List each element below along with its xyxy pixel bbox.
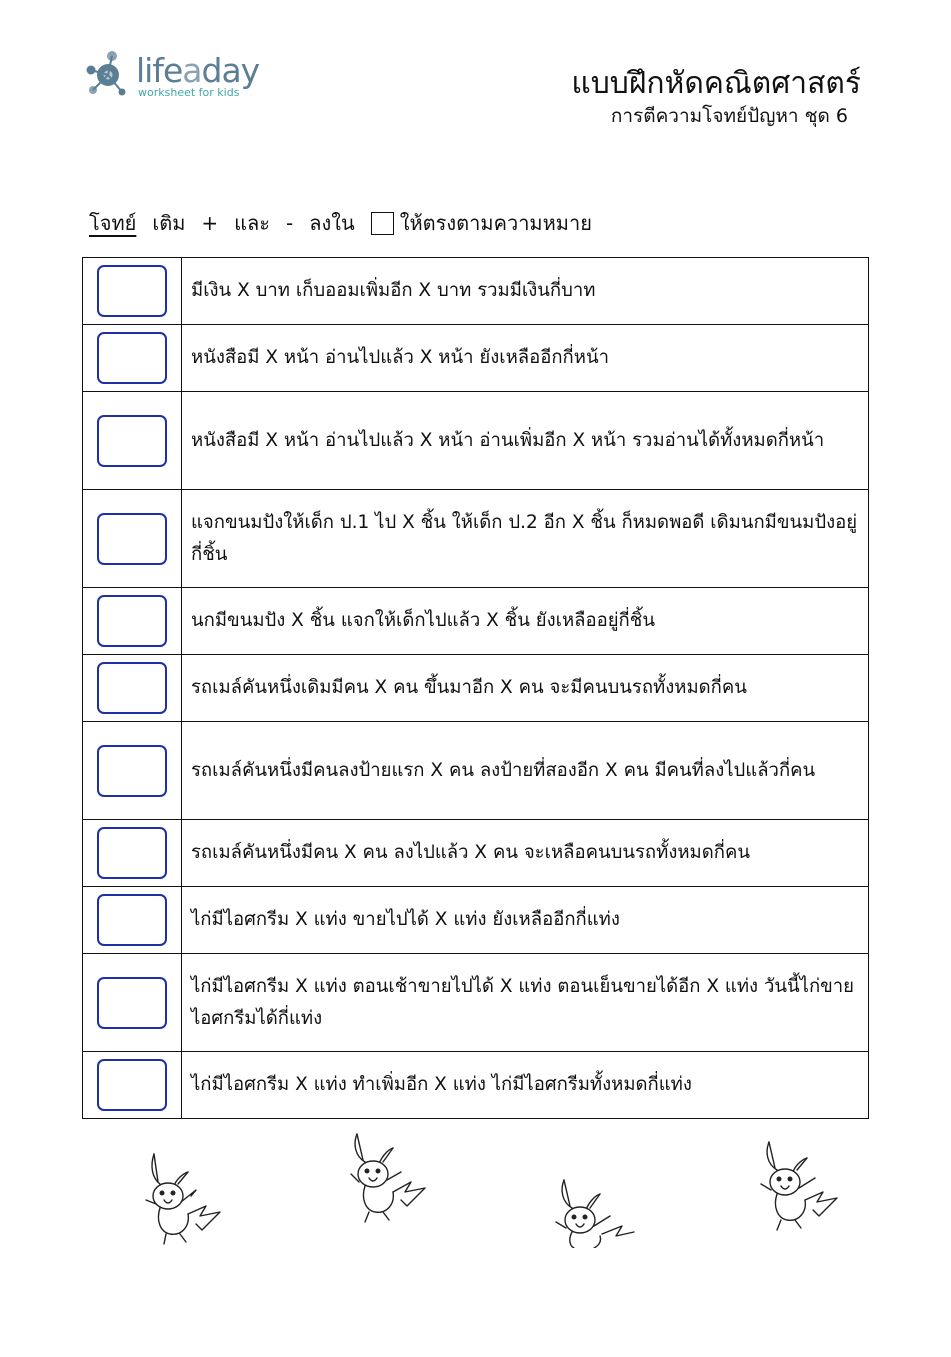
- problem-text: ไก่มีไอศกรีม X แท่ง ทำเพิ่มอีก X แท่ง ไก่มีไอศกรีมทั้งหมดกี่แท่ง: [182, 1052, 869, 1119]
- problem-text: รถเมล์คันหนึ่งมีคนลงป้ายแรก X คน ลงป้ายที่สองอีก X คน มีคนที่ลงไปแล้วกี่คน: [182, 722, 869, 820]
- empty-box-icon: [371, 212, 394, 235]
- answer-box[interactable]: [97, 332, 167, 384]
- answer-cell: [83, 954, 182, 1052]
- logo: [84, 50, 274, 106]
- answer-cell: [83, 258, 182, 325]
- answer-cell: [83, 1052, 182, 1119]
- answer-box[interactable]: [97, 894, 167, 946]
- problem-text: รถเมล์คันหนึ่งมีคน X คน ลงไปแล้ว X คน จะเหลือคนบนรถทั้งหมดกี่คน: [182, 820, 869, 887]
- answer-box[interactable]: [97, 513, 167, 565]
- pikachu-illustration-icon: [343, 1130, 438, 1228]
- pikachu-illustration-icon: [136, 1150, 231, 1248]
- problem-row: [83, 588, 869, 655]
- problem-text: หนังสือมี X หน้า อ่านไปแล้ว X หน้า อ่านเพิ่มอีก X หน้า รวมอ่านได้ทั้งหมดกี่หน้า: [182, 392, 869, 490]
- problem-text: รถเมล์คันหนึ่งเดิมมีคน X คน ขึ้นมาอีก X คน จะมีคนบนรถทั้งหมดกี่คน: [182, 655, 869, 722]
- instruction-into: ลงใน: [309, 211, 355, 235]
- logo-word-part1: life: [136, 51, 183, 90]
- pikachu-illustration-icon: [755, 1138, 850, 1236]
- instruction-rest: ให้ตรงตามความหมาย: [399, 211, 592, 235]
- answer-cell: [83, 655, 182, 722]
- answer-box[interactable]: [97, 662, 167, 714]
- problem-row: [83, 325, 869, 392]
- problem-row: [83, 1052, 869, 1119]
- answer-box[interactable]: [97, 595, 167, 647]
- answer-cell: [83, 490, 182, 588]
- logo-tagline: worksheet for kids: [138, 86, 240, 99]
- answer-box[interactable]: [97, 415, 167, 467]
- problem-text: ไก่มีไอศกรีม X แท่ง ขายไปได้ X แท่ง ยังเหลืออีกกี่แท่ง: [182, 887, 869, 954]
- problem-row: [83, 722, 869, 820]
- problem-text: มีเงิน X บาท เก็บออมเพิ่มอีก X บาท รวมมีเงินกี่บาท: [182, 258, 869, 325]
- logo-word-part3: day: [201, 51, 260, 90]
- answer-box[interactable]: [97, 827, 167, 879]
- problem-row: [83, 490, 869, 588]
- answer-cell: [83, 887, 182, 954]
- answer-cell: [83, 588, 182, 655]
- instruction-minus: -: [286, 211, 294, 235]
- answer-box[interactable]: [97, 1059, 167, 1111]
- problem-row: [83, 954, 869, 1052]
- instruction-and: และ: [234, 211, 271, 235]
- page-title: แบบฝึกหัดคณิตศาสตร์: [571, 66, 861, 101]
- instruction-word-fill: เติม: [152, 211, 186, 235]
- problem-text: แจกขนมปังให้เด็ก ป.1 ไป X ชิ้น ให้เด็ก ป.2 อีก X ชิ้น ก็หมดพอดี เดิมนกมีขนมปังอยู่กี่ชิ้น: [182, 490, 869, 588]
- instruction-label: โจทย์: [89, 211, 137, 235]
- worksheet-table: [82, 257, 869, 1119]
- pikachu-illustration-icon: [548, 1176, 643, 1248]
- molecule-logo-icon: [84, 50, 134, 100]
- logo-wordmark: [136, 52, 259, 90]
- problem-row: [83, 887, 869, 954]
- problem-text: นกมีขนมปัง X ชิ้น แจกให้เด็กไปแล้ว X ชิ้น ยังเหลืออยู่กี่ชิ้น: [182, 588, 869, 655]
- problem-text: ไก่มีไอศกรีม X แท่ง ตอนเช้าขายไปได้ X แท่ง ตอนเย็นขายได้อีก X แท่ง วันนี้ไก่ขายไอศกรีมได้กี่แท่ง: [182, 954, 869, 1052]
- instruction-plus: +: [201, 211, 219, 235]
- answer-cell: [83, 722, 182, 820]
- instruction-line: [89, 206, 592, 240]
- logo-word-part2: a: [182, 51, 202, 90]
- answer-box[interactable]: [97, 745, 167, 797]
- problem-row: [83, 655, 869, 722]
- answer-cell: [83, 392, 182, 490]
- answer-cell: [83, 325, 182, 392]
- page-subtitle: การตีความโจทย์ปัญหา ชุด 6: [610, 105, 848, 127]
- problem-row: [83, 258, 869, 325]
- answer-box[interactable]: [97, 265, 167, 317]
- problem-row: [83, 820, 869, 887]
- problem-text: หนังสือมี X หน้า อ่านไปแล้ว X หน้า ยังเหลืออีกกี่หน้า: [182, 325, 869, 392]
- problem-row: [83, 392, 869, 490]
- answer-box[interactable]: [97, 977, 167, 1029]
- answer-cell: [83, 820, 182, 887]
